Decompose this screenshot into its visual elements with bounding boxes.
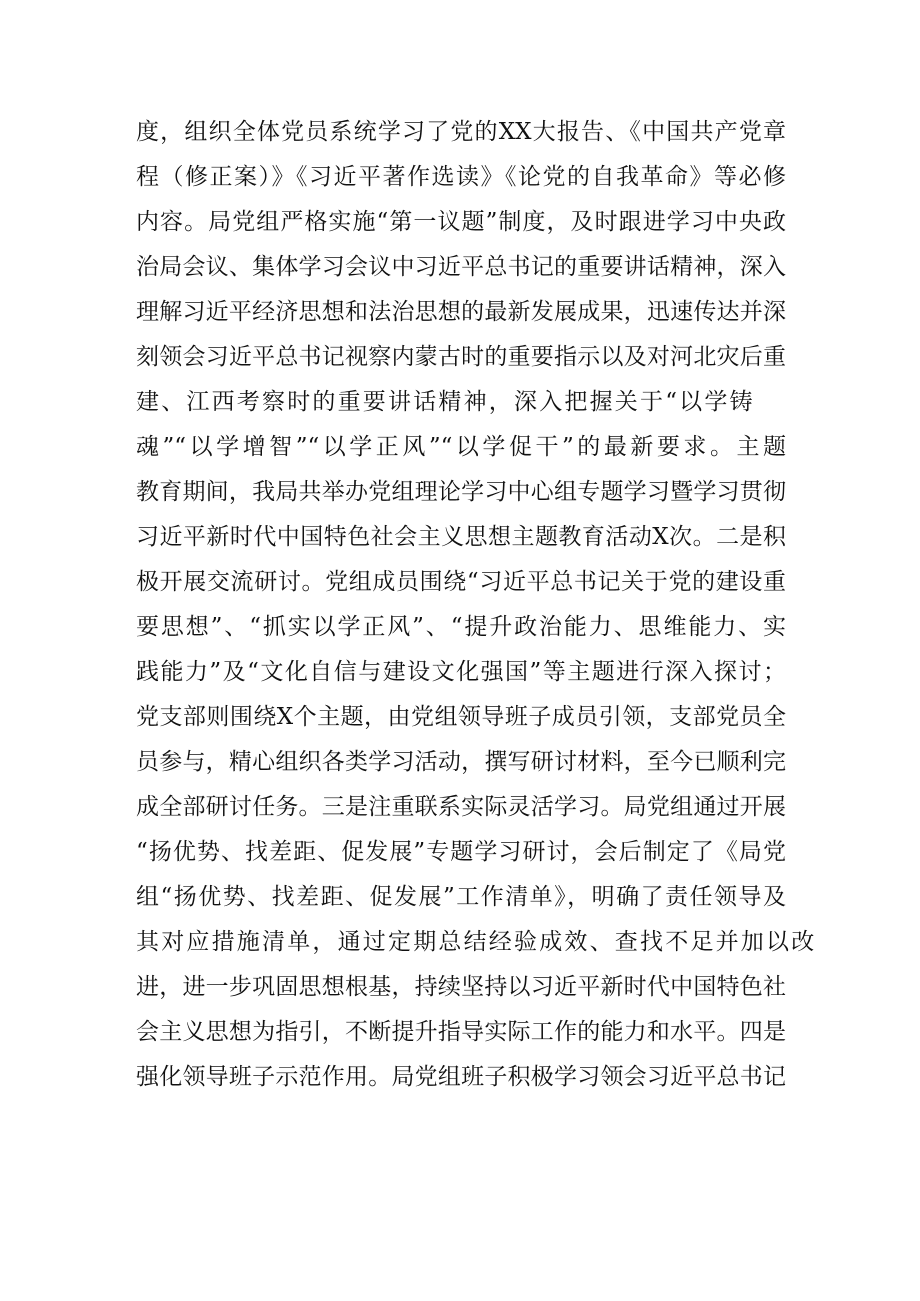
text-line: 魂”“以学增智”“以学正风”“以学促干”的最新要求。主题 — [136, 434, 786, 460]
text-line: 教育期间，我局共举办党组理论学习中心组专题学习暨学习贯彻 — [136, 479, 786, 505]
text-line: 党支部则围绕X个主题，由党组领导班子成员引领，支部党员全 — [136, 704, 786, 730]
text-line: 内容。局党组严格实施“第一议题”制度，及时跟进学习中央政 — [136, 209, 786, 235]
text-line: 其对应措施清单，通过定期总结经验成效、查找不足并加以改 — [136, 929, 817, 955]
text-line: 进，进一步巩固思想根基，持续坚持以习近平新时代中国特色社 — [136, 974, 786, 1000]
text-line: 要思想”、“抓实以学正风”、“提升政治能力、思维能力、实 — [136, 614, 786, 640]
text-line: 践能力”及“文化自信与建设文化强国”等主题进行深入探讨； — [136, 659, 786, 685]
text-line: 治局会议、集体学习会议中习近平总书记的重要讲话精神，深入 — [136, 254, 786, 280]
text-line: 刻领会习近平总书记视察内蒙古时的重要指示以及对河北灾后重 — [136, 344, 786, 370]
text-line: 度，组织全体党员系统学习了党的XX大报告、《中国共产党章 — [136, 119, 786, 145]
text-line: 极开展交流研讨。党组成员围绕“习近平总书记关于党的建设重 — [136, 569, 786, 595]
text-line: 组“扬优势、找差距、促发展”工作清单》，明确了责任领导及 — [136, 884, 786, 910]
text-line: 习近平新时代中国特色社会主义思想主题教育活动X次。二是积 — [136, 524, 786, 550]
text-line: “扬优势、找差距、促发展”专题学习研讨，会后制定了《局党 — [136, 839, 786, 865]
text-line: 员参与，精心组织各类学习活动，撰写研讨材料，至今已顺利完 — [136, 749, 786, 775]
text-line: 会主义思想为指引，不断提升指导实际工作的能力和水平。四是 — [136, 1019, 786, 1045]
text-line: 程（修正案）》《习近平著作选读》《论党的自我革命》等必修 — [136, 164, 786, 190]
text-line: 强化领导班子示范作用。局党组班子积极学习领会习近平总书记 — [136, 1064, 786, 1090]
text-line: 理解习近平经济思想和法治思想的最新发展成果，迅速传达并深 — [136, 299, 786, 325]
text-line: 成全部研讨任务。三是注重联系实际灵活学习。局党组通过开展 — [136, 794, 786, 820]
text-line: 建、江西考察时的重要讲话精神，深入把握关于“以学铸 — [136, 389, 755, 415]
